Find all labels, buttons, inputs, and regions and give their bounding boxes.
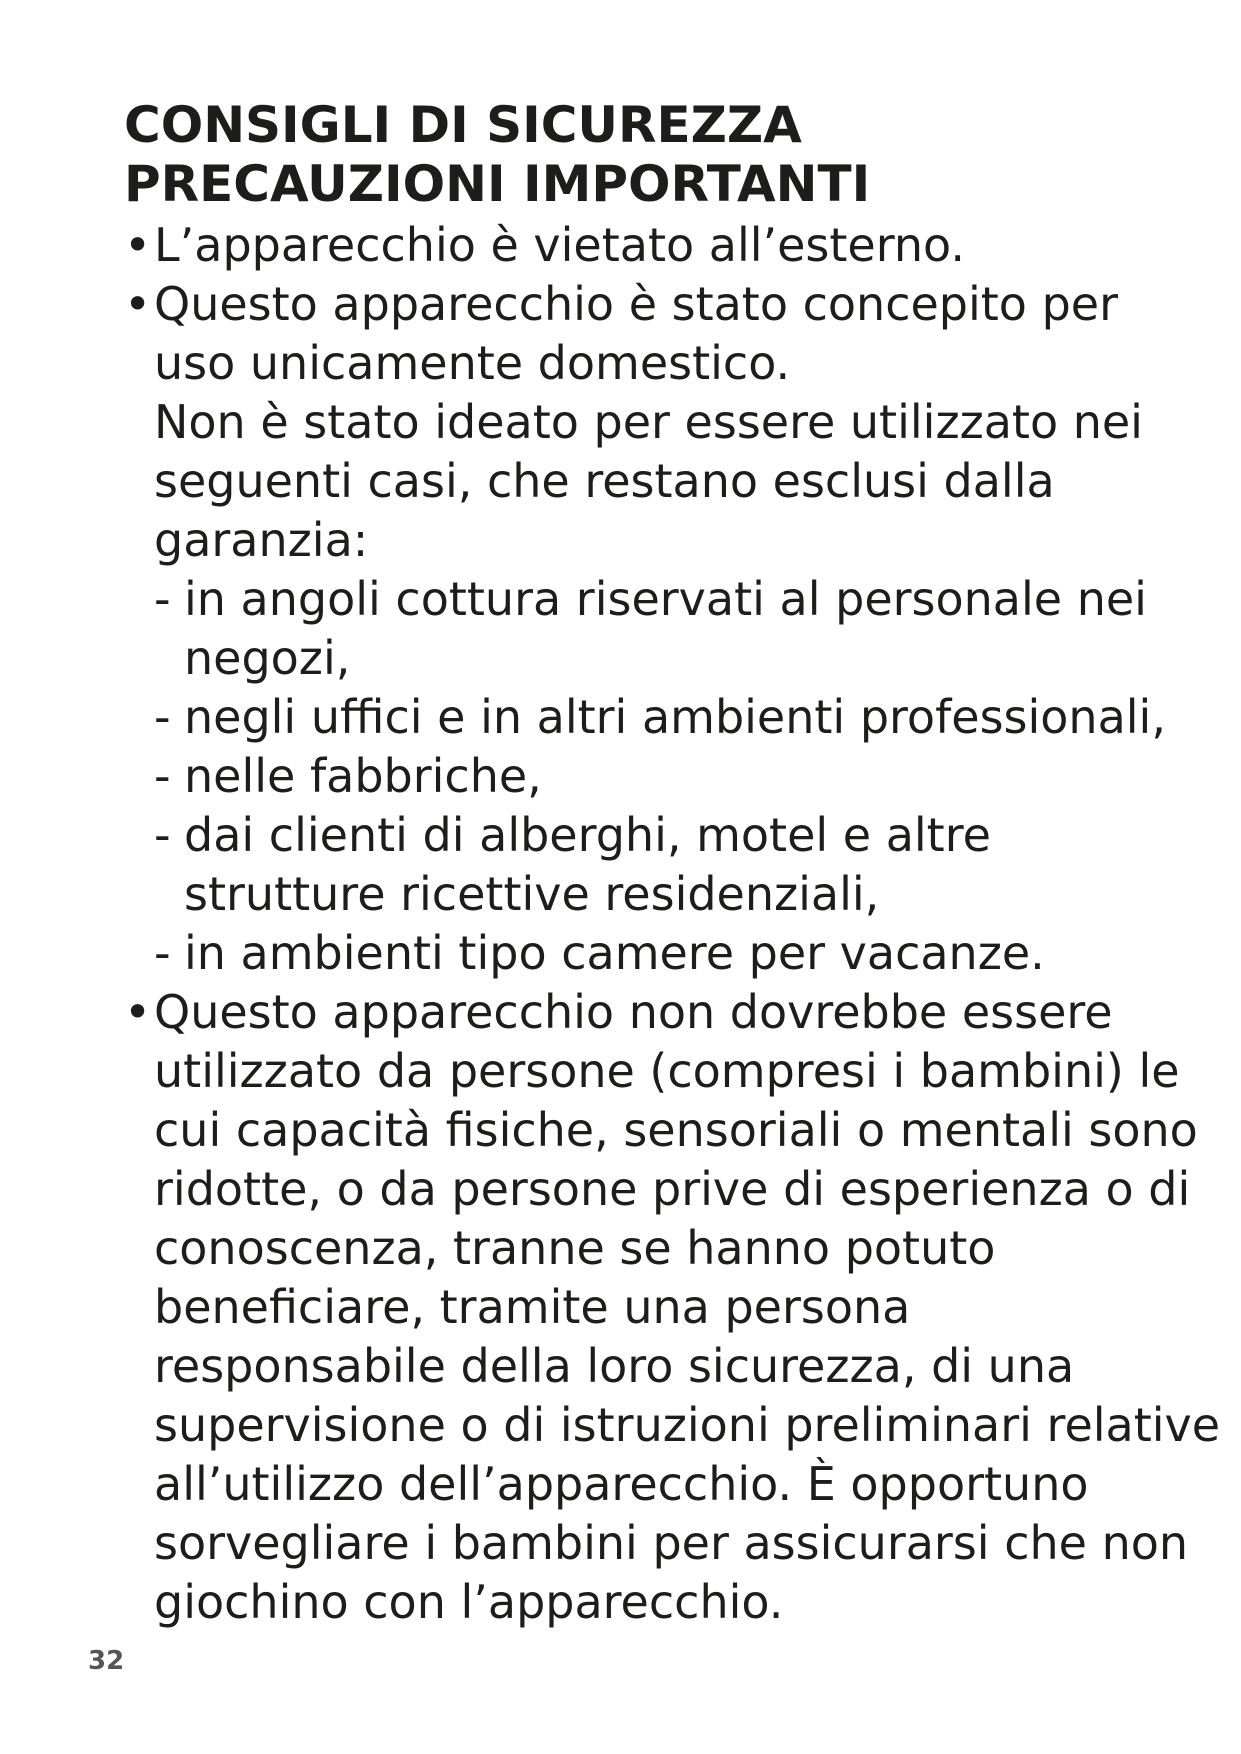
- page-heading: [124, 96, 870, 214]
- dash-icon: -: [154, 749, 171, 803]
- item-text: all’utilizzo dell’apparecchio. È opportuno: [154, 1457, 1089, 1511]
- sub-item-text: negli uffici e in altri ambienti professionali,: [184, 690, 1166, 744]
- sub-item-offices: [124, 688, 1174, 747]
- sub-item-text: negozi,: [184, 631, 351, 685]
- sub-item-shops: [124, 570, 1174, 629]
- bullet-item-domestic-use: [124, 275, 1174, 983]
- item-text: Questo apparecchio non dovrebbe essere: [154, 985, 1113, 1039]
- dash-icon: -: [154, 808, 171, 862]
- item-text: cui capacità fisiche, sensoriali o mentali sono: [154, 1103, 1198, 1157]
- item-text: supervisione o di istruzioni preliminari relative: [154, 1398, 1221, 1452]
- dash-icon: -: [154, 926, 171, 980]
- sub-item-text: strutture ricettive residenziali,: [184, 867, 880, 921]
- item-text: utilizzato da persone (compresi i bambini) le: [154, 1044, 1180, 1098]
- bullet-icon: •: [124, 985, 152, 1039]
- sub-item-factories: [124, 747, 1174, 806]
- item-text: giochino con l’apparecchio.: [154, 1575, 784, 1629]
- sub-item-hotels: [124, 806, 1174, 865]
- bullet-item-outdoor: [124, 216, 1174, 275]
- item-text: Questo apparecchio è stato concepito per: [154, 277, 1118, 331]
- item-text: garanzia:: [154, 513, 369, 567]
- item-text: conoscenza, tranne se hanno potuto: [154, 1221, 996, 1275]
- page-number: 32: [88, 1646, 125, 1676]
- heading-line-2: PRECAUZIONI IMPORTANTI: [124, 155, 871, 213]
- sub-item-text: in ambienti tipo camere per vacanze.: [184, 926, 1045, 980]
- safety-content: [124, 216, 1221, 1632]
- bullet-item-reduced-capacity: [124, 983, 1221, 1632]
- item-text: Non è stato ideato per essere utilizzato nei: [154, 395, 1143, 449]
- sub-item-text: dai clienti di alberghi, motel e altre: [184, 808, 991, 862]
- item-text: ridotte, o da persone prive di esperienza o di: [154, 1162, 1191, 1216]
- bullet-icon: •: [124, 218, 152, 272]
- sub-item-holiday-rooms: [124, 924, 1174, 983]
- item-text: sorvegliare i bambini per assicurarsi che non: [154, 1516, 1189, 1570]
- item-text: responsabile della loro sicurezza, di una: [154, 1339, 1075, 1393]
- heading-line-1: CONSIGLI DI SICUREZZA: [124, 96, 802, 154]
- item-text: uso unicamente domestico.: [154, 336, 791, 390]
- item-text: beneficiare, tramite una persona: [154, 1280, 911, 1334]
- item-text: L’apparecchio è vietato all’esterno.: [154, 218, 965, 272]
- dash-icon: -: [154, 690, 171, 744]
- sub-item-text: nelle fabbriche,: [184, 749, 542, 803]
- item-text: seguenti casi, che restano esclusi dalla: [154, 454, 1055, 508]
- dash-icon: -: [154, 572, 171, 626]
- sub-item-text: in angoli cottura riservati al personale nei: [184, 572, 1147, 626]
- bullet-icon: •: [124, 277, 152, 331]
